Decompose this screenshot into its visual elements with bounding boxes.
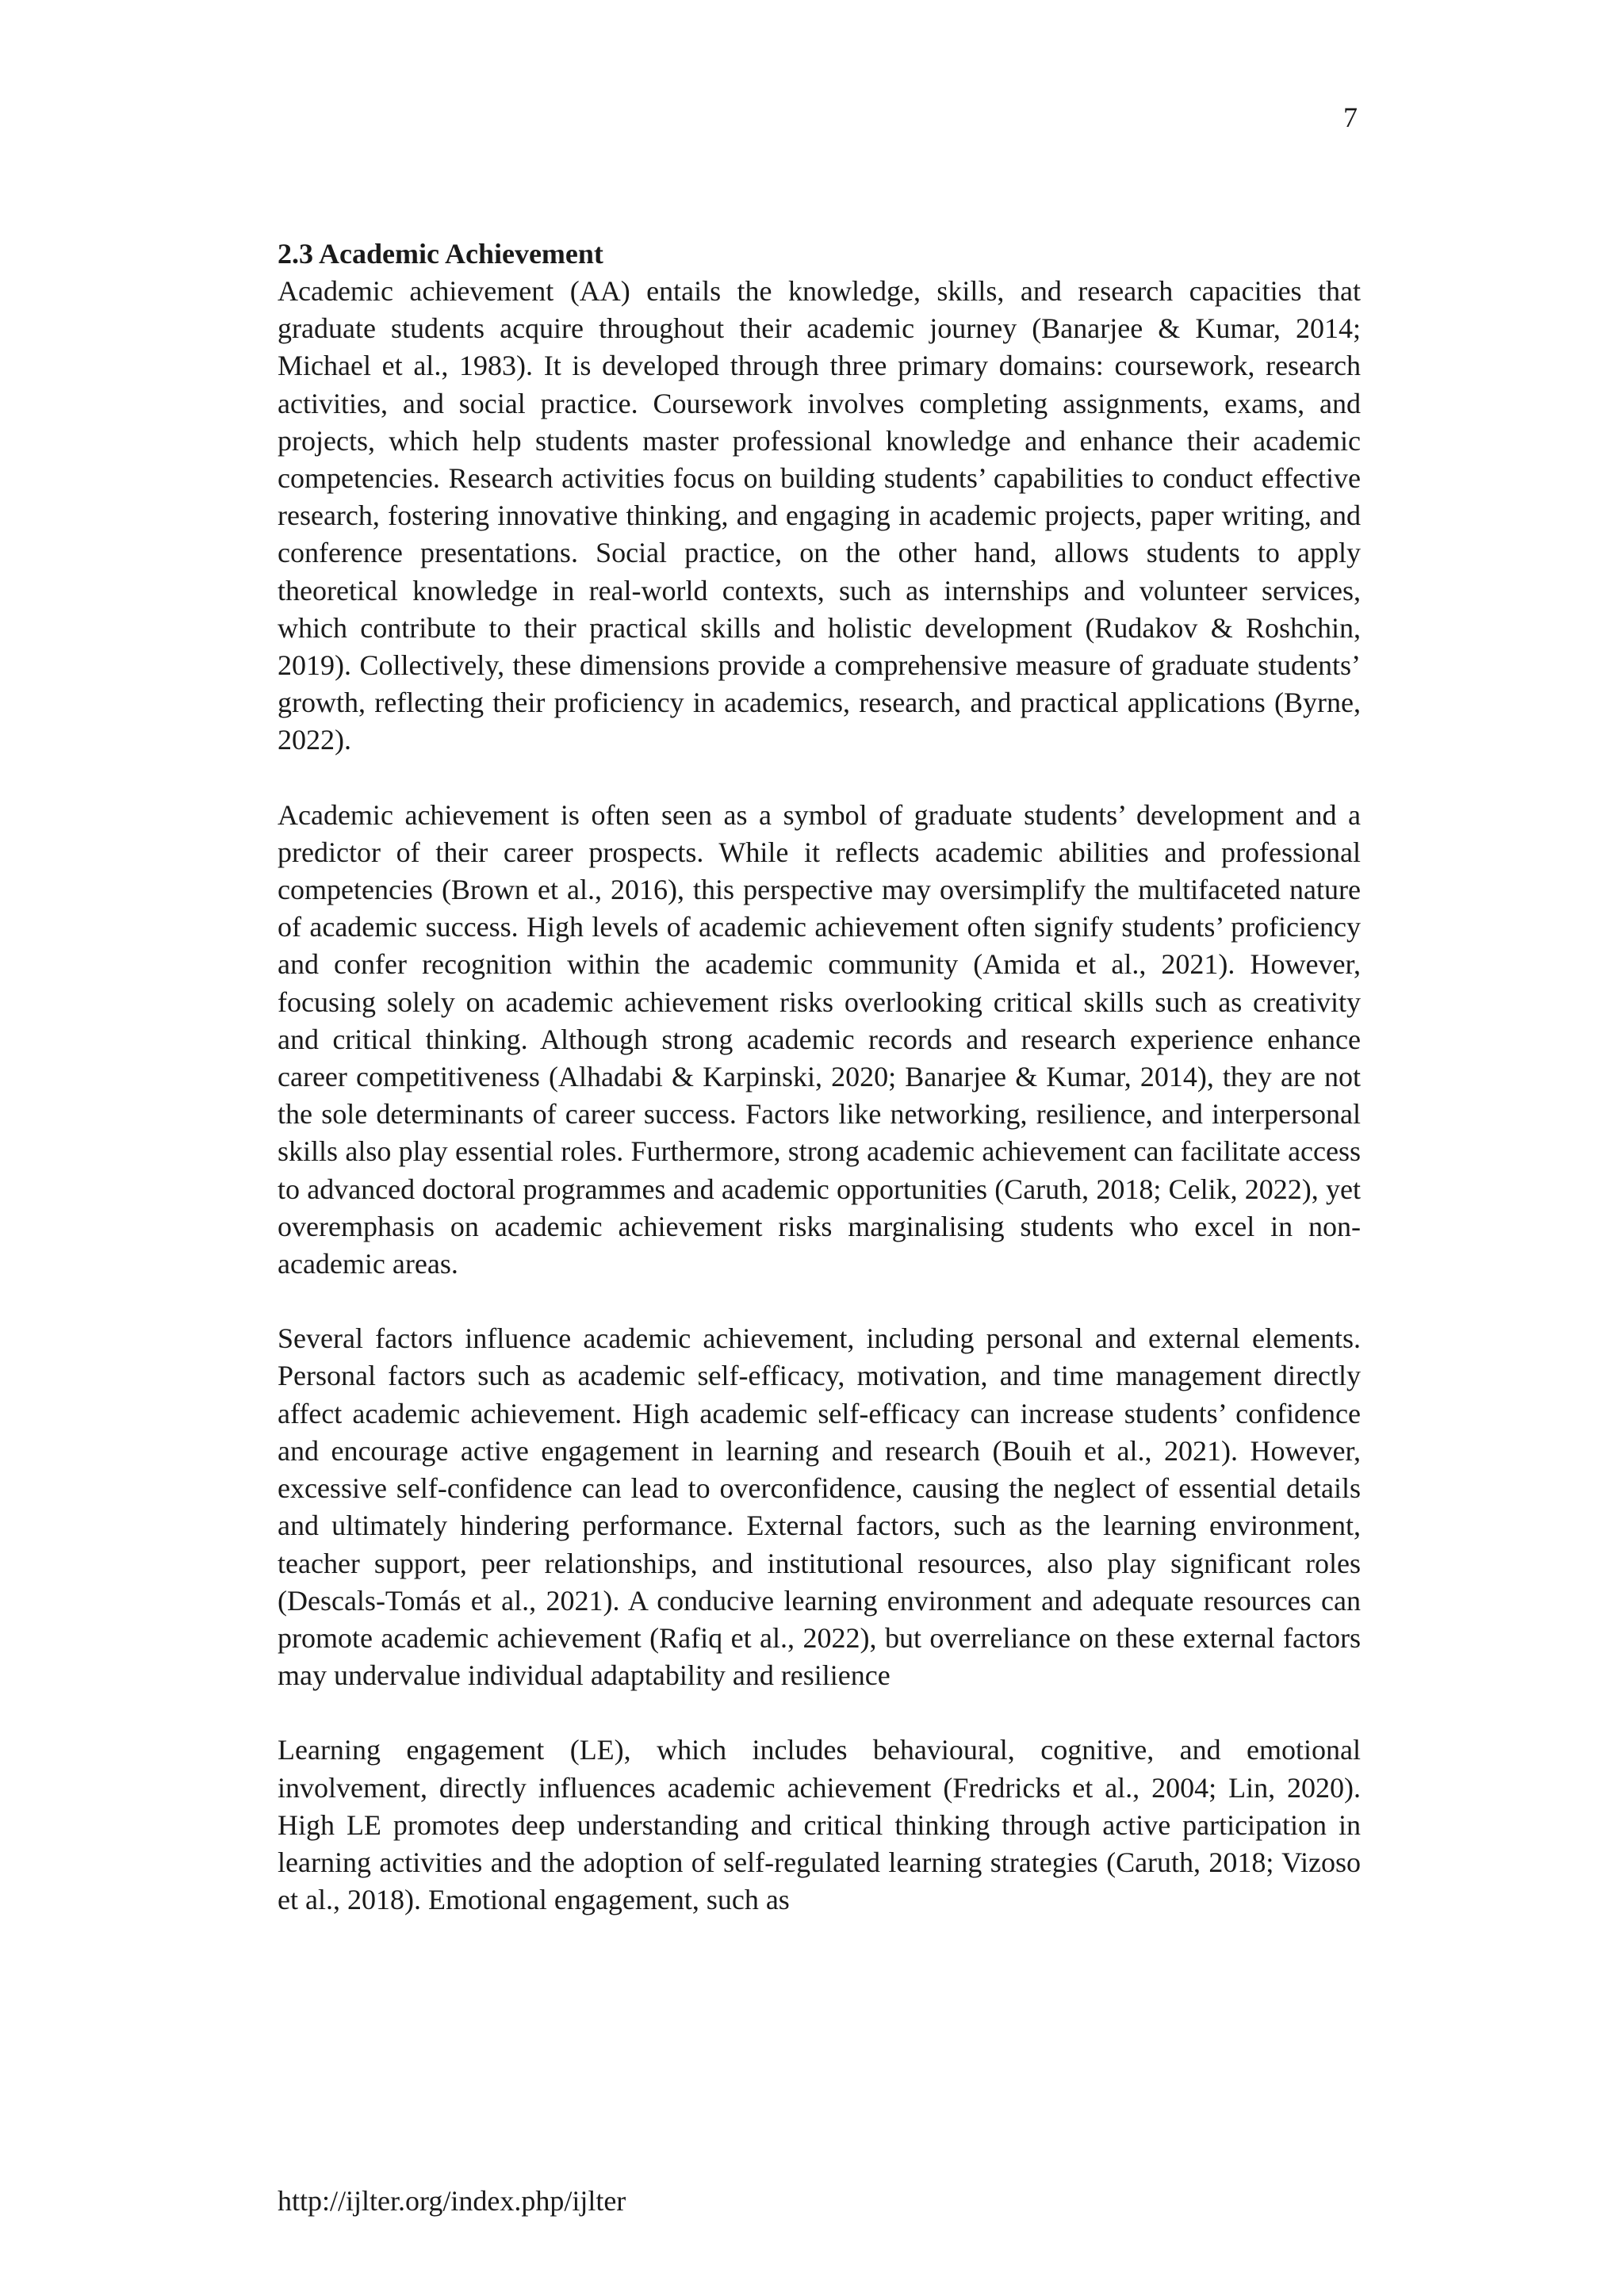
paragraph: Academic achievement (AA) entails the knowledge, skills, and research capacities that graduate students acquire throughout their academic journey (Banarjee & Kumar, 2014; Michael et al., 1983). It is developed through three primary domains: coursework, research activities, and social practice. Coursework involves completing assignments, exams, and projects, which help students master professional knowledge and enhance their academic competencies. Research activities focus on building students’ capabilities to conduct effective research, fostering innovative thinking, and engaging in academic projects, paper writing, and conference presentations. Social practice, on the other hand, allows students to apply theoretical knowledge in real-world contexts, such as internships and volunteer services, which contribute to their practical skills and holistic development (Rudakov & Roshchin, 2019). Collectively, these dimensions provide a comprehensive measure of graduate students’ growth, reflecting their proficiency in academics, research, and practical applications (Byrne, 2022). [278,275,1361,756]
footer-url: http://ijlter.org/index.php/ijlter [278,2185,626,2217]
section-heading: 2.3 Academic Achievement [278,238,603,270]
paragraph: Several factors influence academic achievement, including personal and external elements. Personal factors such as academic self-efficacy, motivation, and time management directly affect academic achievement. High academic self-efficacy can increase students’ confidence and encourage active engagement in learning and research (Bouih et al., 2021). However, excessive self-confidence can lead to overconfidence, causing the neglect of essential details and ultimately hindering performance. External factors, such as the learning environment, teacher support, peer relationships, and institutional resources, also play significant roles (Descals-Tomás et al., 2021). A conducive learning environment and adequate resources can promote academic achievement (Rafiq et al., 2022), but overreliance on these external factors may undervalue individual adaptability and resilience [278,1322,1361,1692]
section-body [278,235,1361,1956]
paragraph: Academic achievement is often seen as a symbol of graduate students’ development and a predictor of their career prospects. While it reflects academic abilities and professional competencies (Brown et al., 2016), this perspective may oversimplify the multifaceted nature of academic success. High levels of academic achievement often signify students’ proficiency and confer recognition within the academic community (Amida et al., 2021). However, focusing solely on academic achievement risks overlooking critical skills such as creativity and critical thinking. Although strong academic records and research experience enhance career competitiveness (Alhadabi & Karpinski, 2020; Banarjee & Kumar, 2014), they are not the sole determinants of career success. Factors like networking, resilience, and interpersonal skills also play essential roles. Furthermore, strong academic achievement can facilitate access to advanced doctoral programmes and academic opportunities (Caruth, 2018; Celik, 2022), yet overemphasis on academic achievement risks marginalising students who excel in non-academic areas. [278,798,1361,1280]
page-number: 7 [1343,101,1358,133]
paragraph: Learning engagement (LE), which includes behavioural, cognitive, and emotional involvement, directly influences academic achievement (Fredricks et al., 2004; Lin, 2020). High LE promotes deep understanding and critical thinking through active participation in learning activities and the adoption of self-regulated learning strategies (Caruth, 2018; Vizoso et al., 2018). Emotional engagement, such as [278,1734,1361,1916]
